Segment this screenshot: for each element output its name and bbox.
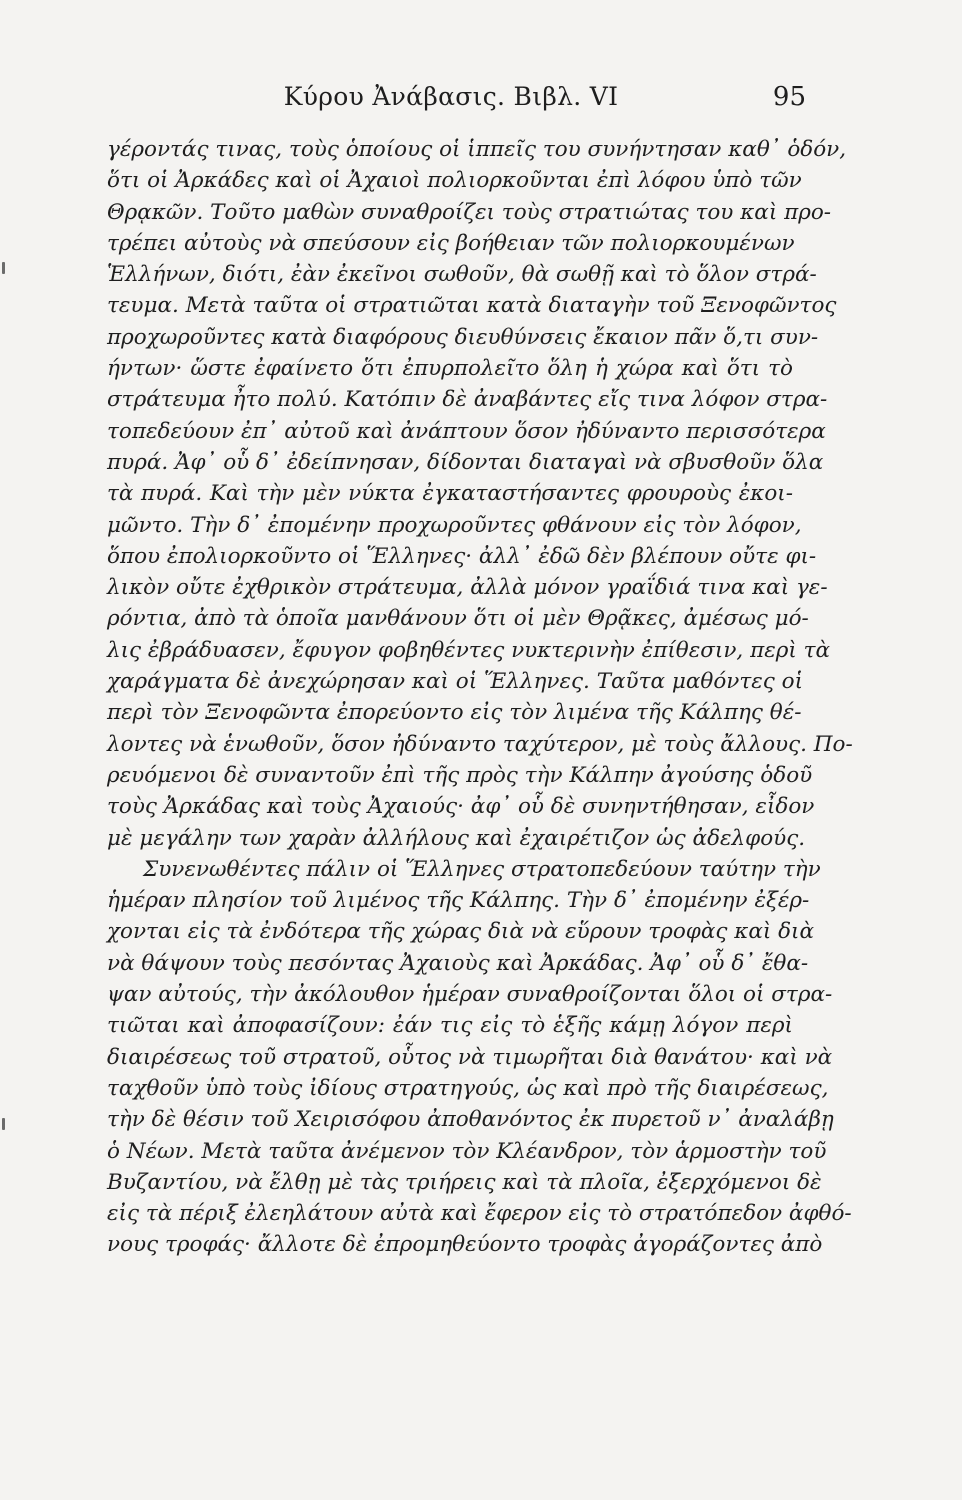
text-line: λικὸν οὔτε ἐχθρικὸν στράτευμα, ἀλλὰ μόνον γραΐδιά τινα καὶ γε- xyxy=(107,575,828,601)
text-line: Βυζαντίου, νὰ ἔλθῃ μὲ τὰς τριήρεις καὶ τὰ πλοῖα, ἐξερχόμενοι δὲ xyxy=(107,1169,822,1195)
text-line: τοπεδεύουν ἐπ᾿ αὐτοῦ καὶ ἀνάπτουν ὅσον ἠδύναντο περισσότερα xyxy=(107,418,826,444)
margin-mark xyxy=(2,1118,5,1130)
text-line: διαιρέσεως τοῦ στρατοῦ, οὗτος νὰ τιμωρῆται διὰ θανάτου· καὶ νὰ xyxy=(107,1044,833,1070)
text-line: ρόντια, ἀπὸ τὰ ὁποῖα μανθάνουν ὅτι οἱ μὲν Θρᾷκες, ἀμέσως μό- xyxy=(107,606,809,632)
text-line: ἡμέραν πλησίον τοῦ λιμένος τῆς Κάλπης. Τὴν δ᾿ ἐπομένην ἐξέρ- xyxy=(107,888,810,914)
text-line: προχωροῦντες κατὰ διαφόρους διευθύνσεις ἔκαιον πᾶν ὅ,τι συν- xyxy=(107,324,819,350)
text-line: νους τροφάς· ἄλλοτε δὲ ἐπρομηθεύοντο τροφὰς ἀγοράζοντες ἀπὸ xyxy=(107,1232,823,1258)
text-line: ὁ Νέων. Μετὰ ταῦτα ἀνέμενον τὸν Κλέανδρον, τὸν ἁρμοστὴν τοῦ xyxy=(107,1138,827,1164)
text-line: ὅτι οἱ Ἀρκάδες καὶ οἱ Ἀχαιοὶ πολιορκοῦνται ἐπὶ λόφου ὑπὸ τῶν xyxy=(107,168,802,194)
text-line: γέροντάς τινας, τοὺς ὁποίους οἱ ἱππεῖς του συνήντησαν καθ᾿ ὁδόν, xyxy=(107,137,847,162)
margin-mark xyxy=(2,262,5,274)
text-line: ταχθοῦν ὑπὸ τοὺς ἰδίους στρατηγούς, ὡς καὶ πρὸ τῆς διαιρέσεως, xyxy=(107,1075,829,1101)
text-line: ήντων· ὥστε ἐφαίνετο ὅτι ἐπυρπολεῖτο ὅλη ἡ χώρα καὶ ὅτι τὸ xyxy=(107,356,793,382)
running-head xyxy=(96,82,806,122)
text-line: ψαν αὐτούς, τὴν ἀκόλουθον ἡμέραν συναθροίζονται ὅλοι οἱ στρα- xyxy=(107,982,833,1008)
text-line: μῶντο. Τὴν δ᾿ ἐπομένην προχωροῦντες φθάνουν εἰς τὸν λόφον, xyxy=(107,512,802,538)
text-line: ὅπου ἐπολιορκοῦντο οἱ Ἕλληνες· ἀλλ᾿ ἐδῶ δὲν βλέπουν οὔτε φι- xyxy=(107,543,817,569)
page-number: 95 xyxy=(772,82,806,112)
text-line: τὴν δὲ θέσιν τοῦ Χειρισόφου ἀποθανόντος ἐκ πυρετοῦ ν᾿ ἀναλάβῃ xyxy=(107,1107,834,1133)
text-line: λις ἐβράδυασεν, ἔφυγον φοβηθέντες νυκτερινὴν ἐπίθεσιν, περὶ τὰ xyxy=(107,637,831,663)
text-line: στράτευμα ἦτο πολύ. Κατόπιν δὲ ἀναβάντες εἴς τινα λόφον στρα- xyxy=(107,387,828,413)
text-line: τὰ πυρά. Καὶ τὴν μὲν νύκτα ἐγκαταστήσαντες φρουροὺς ἐκοι- xyxy=(107,481,793,507)
text-line: μὲ μεγάλην των χαρὰν ἀλλήλους καὶ ἐχαιρέτιζον ὡς ἀδελφούς. xyxy=(107,825,806,851)
text-line: λοντες νὰ ἑνωθοῦν, ὅσον ἠδύναντο ταχύτερον, μὲ τοὺς ἄλλους. Πο- xyxy=(107,731,853,757)
text-line: χονται εἰς τὰ ἐνδότερα τῆς χώρας διὰ νὰ εὕρουν τροφὰς καὶ διὰ xyxy=(107,919,814,945)
text-line: πυρά. Ἀφ᾿ οὗ δ᾿ ἐδείπνησαν, δίδονται διαταγαὶ νὰ σβυσθοῦν ὅλα xyxy=(107,449,824,475)
text-line: εἰς τὰ πέριξ ἐλεηλάτουν αὐτὰ καὶ ἔφερον εἰς τὸ στρατόπεδον ἀφθό- xyxy=(107,1201,852,1227)
text-line: Θρᾳκῶν. Τοῦτο μαθὼν συναθροίζει τοὺς στρατιώτας του καὶ προ- xyxy=(107,199,832,225)
text-line: χαράγματα δὲ ἀνεχώρησαν καὶ οἱ Ἕλληνες. Ταῦτα μαθόντες οἱ xyxy=(107,669,804,695)
text-line: τοὺς Ἀρκάδας καὶ τοὺς Ἀχαιούς· ἀφ᾿ οὗ δὲ συνηντήθησαν, εἶδον xyxy=(107,794,815,820)
text-line: τιῶται καὶ ἀποφασίζουν: ἐάν τις εἰς τὸ ἑξῆς κάμῃ λόγον περὶ xyxy=(107,1013,793,1039)
running-head-title: Κύρου Ἀνάβασις. Βιβλ. VI xyxy=(283,82,619,111)
text-line: Συνενωθέντες πάλιν οἱ Ἕλληνες στρατοπεδεύουν ταύτην τὴν xyxy=(143,856,821,882)
body-text xyxy=(107,134,853,1261)
text-line: τευμα. Μετὰ ταῦτα οἱ στρατιῶται κατὰ διαταγὴν τοῦ Ξενοφῶντος xyxy=(107,293,837,319)
text-line: ρευόμενοι δὲ συναντοῦν ἐπὶ τῆς πρὸς τὴν Κάλπην ἀγούσης ὁδοῦ xyxy=(107,762,813,788)
text-line: νὰ θάψουν τοὺς πεσόντας Ἀχαιοὺς καὶ Ἀρκάδας. Ἀφ᾿ οὗ δ᾿ ἔθα- xyxy=(107,950,809,976)
text-line: περὶ τὸν Ξενοφῶντα ἐπορεύοντο εἰς τὸν λιμένα τῆς Κάλπης θέ- xyxy=(107,700,802,726)
text-line: τρέπει αὐτοὺς νὰ σπεύσουν εἰς βοήθειαν τῶν πολιορκουμένων xyxy=(107,230,795,256)
text-line: Ἑλλήνων, διότι, ἐὰν ἐκεῖνοι σωθοῦν, θὰ σωθῇ καὶ τὸ ὅλον στρά- xyxy=(107,262,817,288)
